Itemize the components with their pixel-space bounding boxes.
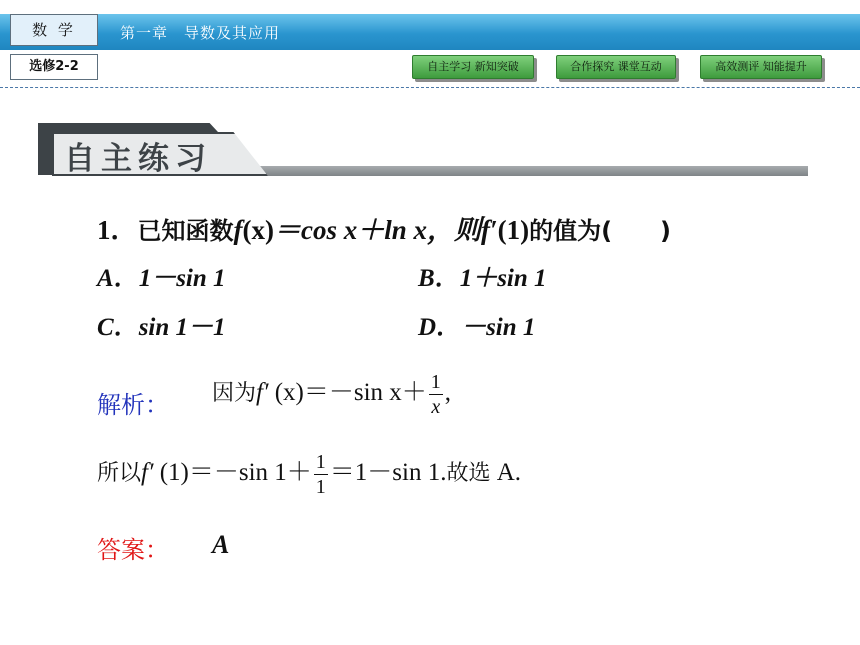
function-definition: ＝cos x＋ln x，则: [273, 215, 481, 245]
answer-value: A: [212, 530, 230, 559]
option-text: sin 1－1: [138, 314, 226, 341]
option-c[interactable]: [97, 307, 226, 343]
derivative-symbol: f′: [141, 459, 154, 487]
option-letter: C: [97, 314, 114, 341]
question-stem: [97, 208, 671, 247]
edition-label: 选修2-2: [10, 54, 98, 80]
fraction-denominator: 1: [315, 476, 326, 498]
derivative-expression: (x)＝－sin x＋: [268, 379, 427, 407]
fraction-one-over-one: [314, 452, 328, 497]
option-sep: ．: [434, 265, 460, 292]
choose-text: 故选: [446, 461, 491, 487]
fraction-numerator: 1: [430, 371, 441, 393]
option-text: 1－sin 1: [138, 265, 226, 292]
chapter-title: 第一章 导数及其应用: [120, 24, 281, 42]
derivative-arg: (1): [497, 215, 530, 245]
analysis-because: 因为: [212, 381, 257, 407]
chosen-option: A.: [490, 459, 522, 487]
analysis-label: 解析：: [97, 391, 169, 419]
derivative-symbol: f′: [481, 215, 498, 245]
header-divider: [0, 87, 860, 88]
option-sep: ．: [113, 265, 139, 292]
line-end-comma: ,: [444, 379, 452, 407]
option-text: 1＋sin 1: [459, 265, 547, 292]
option-sep: ．: [113, 314, 139, 341]
option-letter: D: [418, 314, 437, 341]
answer-label: 答案：: [97, 536, 169, 564]
option-letter: A: [97, 265, 114, 292]
nav-button-cooperative-inquiry[interactable]: 合作探究 课堂互动: [556, 55, 676, 79]
fraction-denominator: x: [431, 396, 441, 418]
analysis-therefore: 所以: [97, 461, 142, 487]
result-expression: ＝1－sin 1.: [329, 459, 447, 487]
section-rule: [236, 166, 808, 176]
option-text: －sin 1: [461, 314, 536, 341]
fraction-one-over-x: [429, 372, 443, 417]
option-letter: B: [418, 265, 435, 292]
fraction-numerator: 1: [315, 451, 326, 473]
option-sep: ．: [436, 314, 462, 341]
question-text: 已知函数: [137, 217, 234, 245]
question-tail: 的值为( ): [529, 217, 672, 245]
header-bar: [0, 14, 860, 50]
nav-button-efficient-evaluation[interactable]: 高效测评 知能提升: [700, 55, 822, 79]
subject-label: 数 学: [10, 14, 98, 46]
question-number: 1．: [97, 215, 138, 245]
option-d[interactable]: [418, 307, 535, 343]
analysis-line-1: [212, 372, 451, 417]
nav-button-self-study[interactable]: 自主学习 新知突破: [412, 55, 534, 79]
function-symbol: f: [233, 215, 243, 245]
option-a[interactable]: [97, 258, 226, 294]
derivative-value: (1)＝－sin 1＋: [153, 459, 312, 487]
analysis-line-2: [97, 452, 521, 497]
section-title: 自主练习: [64, 141, 212, 177]
derivative-symbol: f′: [256, 379, 269, 407]
function-arg: (x): [242, 215, 274, 245]
option-b[interactable]: [418, 258, 547, 294]
